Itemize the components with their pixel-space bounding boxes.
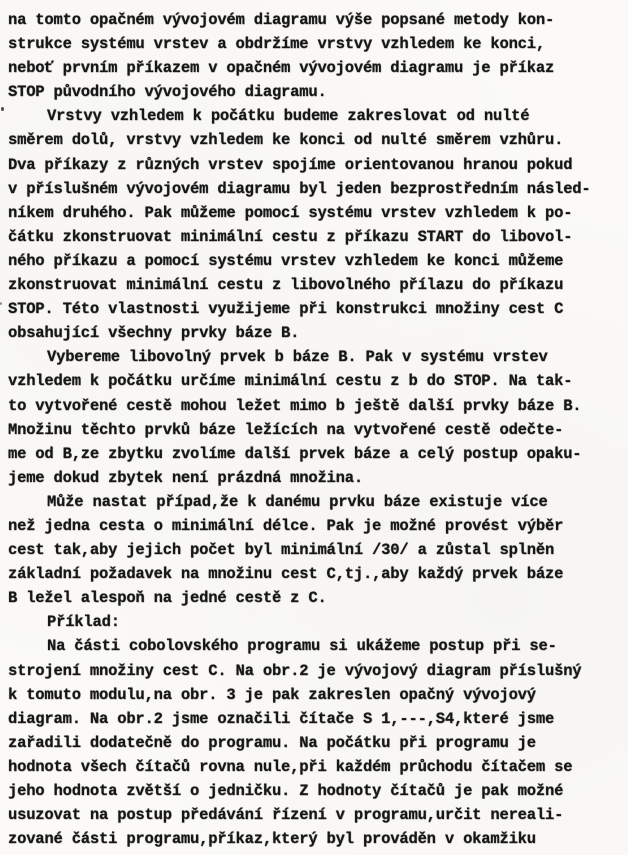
text-line: strojení množiny cest C. Na obr.2 je vývojový diagram příslušný [8, 661, 582, 680]
text-line: zařadili dodatečně do programu. Na počátku při programu je [8, 733, 536, 752]
text-line: v příslušném vývojovém diagramu byl jeden bezprostředním násled- [8, 179, 591, 198]
text-line: zované části programu,příkaz,který byl prováděn v okamžiku [8, 830, 536, 849]
text-line: neboť prvním příkazem v opačném vývojovém diagramu je příkaz [8, 59, 555, 78]
page-text [8, 8, 628, 851]
text-line: směrem dolů, vrstvy vzhledem ke konci od nulté směrem vzhůru. [8, 131, 564, 150]
text-line: B ležel alespoň na jedné cestě z C. [8, 589, 327, 608]
text-line: STOP původního vývojového diagramu. [8, 83, 327, 102]
text-line: Dva příkazy z různých vrstev spojíme orientovanou hranou pokud [8, 155, 573, 174]
text-line: než jedna cesta o minimální délce. Pak je možné provést výběr [8, 516, 564, 535]
text-line: hodnota všech čítačů rovna nule,při každém průchodu čítačem se [8, 757, 573, 776]
text-line: Vybereme libovolný prvek b báze B. Pak v systému vrstev [47, 348, 548, 367]
text-line: zkonstruovat minimální cestu z libovolného přílazu do příkazu [8, 276, 564, 295]
text-line: Příklad: [47, 613, 120, 632]
text-line: me od B,ze zbytku zvolíme další prvek báze a celý postup opaku- [8, 444, 582, 463]
text-line: vzhledem k počátku určíme minimální cestu z b do STOP. Na tak- [8, 372, 573, 391]
scan-speckle [0, 302, 2, 305]
text-line: jeme dokud zbytek není prázdná množina. [8, 468, 363, 487]
text-line: níkem druhého. Pak můžeme pomocí systému vrstev vzhledem k po- [8, 203, 573, 222]
scan-speckle [1, 107, 4, 111]
text-line: Může nastat případ,že k danému prvku báze existuje více [47, 492, 548, 511]
text-line: strukce systému vrstev a obdržíme vrstvy vzhledem ke konci, [8, 35, 545, 54]
text-line: čátku zkonstruovat minimální cestu z příkazu START do libovol- [8, 227, 573, 246]
text-line: usuzovat na postup předávání řízení v programu,určit nereali- [8, 806, 564, 825]
text-line: jeho hodnota zvětší o jedničku. Z hodnoty čítačů je pak možné [8, 782, 564, 800]
text-line: Množinu těchto prvků báze ležících na vytvořené cestě odečte- [8, 420, 564, 439]
text-line: to vytvořené cestě mohou ležet mimo b ještě další prvky báze B. [8, 396, 582, 415]
text-line: na tomto opačném vývojovém diagramu výše popsané metody kon- [8, 11, 555, 29]
text-line: STOP. Této vlastnosti využijeme při konstrukci množiny cest C [8, 300, 564, 319]
text-line: cest tak,aby jejich počet byl minimální /30/ a zůstal splněn [8, 541, 555, 560]
text-line: obsahující všechny prvky báze B. [8, 324, 300, 343]
text-line: Vrstvy vzhledem k počátku budeme zakreslovat od nulté [47, 107, 530, 126]
text-line: k tomuto modulu,na obr. 3 je pak zakreslen opačný vývojový [8, 685, 536, 704]
text-line: diagram. Na obr.2 jsme označili čítače S 1,---,S4,které jsme [8, 709, 555, 728]
text-line: základní požadavek na množinu cest C,tj.,aby každý prvek báze [8, 565, 564, 584]
text-line: Na části cobolovského programu si ukážeme postup při se- [47, 637, 557, 656]
text-line: ného příkazu a pomocí systému vrstev vzhledem ke konci můžeme [8, 251, 564, 270]
